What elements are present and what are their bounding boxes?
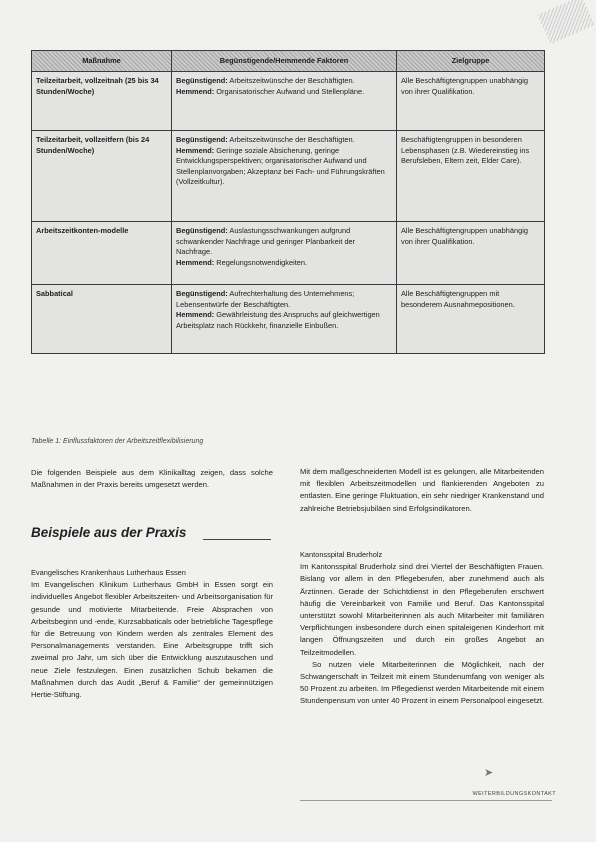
factor-text: Geringe soziale Absicherung, geringe Entwicklungsperspektiven; organisatorischer Aufwand und Stellenplanvorgaben; Akzeptanz bei Fach- und Führungskräften (Vollzeitkultur). — [176, 145, 385, 187]
factors-table — [31, 50, 545, 354]
example-title: Evangelisches Krankenhaus Lutherhaus Essen — [31, 568, 186, 577]
target-cell: Beschäftigtengruppen in besonderen Lebensphasen (z.B. Wiedereinstieg ins Berufsleben, Eltern zeit, Elder Care). — [397, 131, 545, 222]
factor-label: Begünstigend: — [176, 226, 228, 235]
arrow-mark-icon: ➤ — [484, 767, 494, 779]
footer-rule — [300, 800, 552, 801]
example-body: Im Evangelischen Klinikum Lutherhaus GmbH in Essen sorgt ein individuelles Angebot flexibler Arbeitszeiten- und Arbeitsorganisation für gesunde und motivierte Mitarbeitende. Freie Absprachen von Arbeitsbeginn und -ende, Kurzsabbaticals oder betriebliche Tagespflege für die Betreuung von Kindern werden als zentrales Element des Personalmanagements verstanden. Eine Arbeitsgruppe trifft sich zweimal pro Jahr, um sich über die Entwicklung auszutauschen und neue Ziele festzulegen. Einen zusätzlichen Schub bekamen die Maßnahmen durch das Audit „Beruf & Familie“ der gemeinnützigen Hertie-Stiftung. — [31, 580, 273, 700]
target-cell: Alle Beschäftigtengruppen unabhängig von ihrer Qualifikation. — [397, 222, 545, 285]
factor-label: Hemmend: — [176, 257, 215, 267]
measure-cell: Teilzeitarbeit, vollzeitnah (25 bis 34 Stunden/Woche) — [32, 72, 172, 131]
example-title: Kantonsspital Bruderholz — [300, 550, 383, 559]
factor-text: Arbeitszeitwünsche der Beschäftigten. — [229, 135, 355, 144]
factor-label: Begünstigend: — [176, 289, 228, 298]
table-row — [32, 131, 545, 222]
corner-texture — [538, 0, 595, 44]
column-header-measure: Maßnahme — [32, 51, 172, 72]
table-row — [32, 285, 545, 354]
intro-paragraph: Die folgenden Beispiele aus dem Klinikalltag zeigen, dass solche Maßnahmen in der Praxis bereits umgesetzt werden. — [31, 468, 273, 490]
factor-label: Begünstigend: — [176, 135, 228, 144]
measure-cell: Arbeitszeitkonten-modelle — [32, 222, 172, 285]
factor-label: Begünstigend: — [176, 76, 228, 85]
factor-text: Regelungsnotwendigkeiten. — [216, 257, 308, 267]
factors-cell — [172, 72, 397, 131]
section-heading: Beispiele aus der Praxis — [31, 525, 187, 540]
table-caption: Tabelle 1: Einflussfaktoren der Arbeitszeitflexibilisierung — [31, 438, 204, 445]
example-lutherhaus-continuation: Mit dem maßgeschneiderten Modell ist es gelungen, alle Mitarbeitenden mit flexiblen Arbeitszeitmodellen und flankierenden Angeboten zu entlasten. Eine geringe Fluktuation, ein sehr niedriger Krankenstand und zahlreiche Betriebsjubiläen sind Erfolgsindikatoren. — [300, 467, 544, 513]
example-lutherhaus — [31, 567, 273, 701]
heading-rule — [203, 539, 271, 540]
factor-text: Organisatorischer Aufwand und Stellenpläne. — [216, 86, 365, 96]
example-body: Im Kantonsspital Bruderholz sind drei Viertel der Beschäftigten Frauen. Bislang vor allem in den Pflegeberufen, aber zunehmend auch als Ärztinnen. Gerade der Schichtdienst in den Pflegeberufen erschwert häufig die Vereinbarkeit von Familie und Beruf. Das Kantonsspital unterstützt sowohl Mitarbeiterinnen als auch Mitarbeiter mit familiären Verpflichtungen insbesondere durch einen spitaleigenen Kinderhort mit langen Öffnungszeiten und durch ein großes Angebot an Teilzeitmodellen. — [300, 562, 544, 657]
factor-text: Arbeitszeitwünsche der Beschäftigten. — [229, 76, 355, 85]
factor-text: Auslastungsschwankungen aufgrund schwankender Nachfrage und geringer Planbarkeit der Nachfrage. — [176, 226, 356, 257]
measure-cell: Teilzeitarbeit, vollzeitfern (bis 24 Stunden/Woche) — [32, 131, 172, 222]
factor-label: Hemmend: — [176, 86, 215, 96]
factors-cell — [172, 222, 397, 285]
measure-cell: Sabbatical — [32, 285, 172, 354]
table-row — [32, 222, 545, 285]
factor-text: Gewährleistung des Anspruchs auf gleichwertigen Arbeitsplatz nach Rückkehr, finanzielle Einbußen. — [176, 310, 380, 330]
factors-cell — [172, 285, 397, 354]
column-header-factors: Begünstigende/Hemmende Faktoren — [172, 51, 397, 72]
factor-text: Aufrechterhaltung des Unternehmens; Lebensentwürfe der Beschäftigten. — [176, 289, 355, 309]
factor-label: Hemmend: — [176, 310, 215, 320]
example-bruderholz — [300, 549, 544, 708]
target-cell: Alle Beschäftigtengruppen unabhängig von ihrer Qualifikation. — [397, 72, 545, 131]
factor-label: Hemmend: — [176, 145, 215, 155]
column-header-target: Zielgruppe — [397, 51, 545, 72]
target-cell: Alle Beschäftigtengruppen mit besonderem Ausnahmepositionen. — [397, 285, 545, 354]
factors-cell — [172, 131, 397, 222]
example-body-2: So nutzen viele Mitarbeiterinnen die Möglichkeit, nach der Schwangerschaft in Teilzeit mit einem Stundenumfang von weniger als 50 Prozent zu arbeiten. Im Pflegedienst werden Mitarbeitende mit einem Stundenpensum von unter 40 Prozent in einem Personalpool eingesetzt. — [300, 659, 545, 706]
page-footer: WEITERBILDUNGSKONTAKT — [472, 791, 556, 797]
table-row — [32, 72, 545, 131]
table-header-row — [32, 51, 545, 72]
